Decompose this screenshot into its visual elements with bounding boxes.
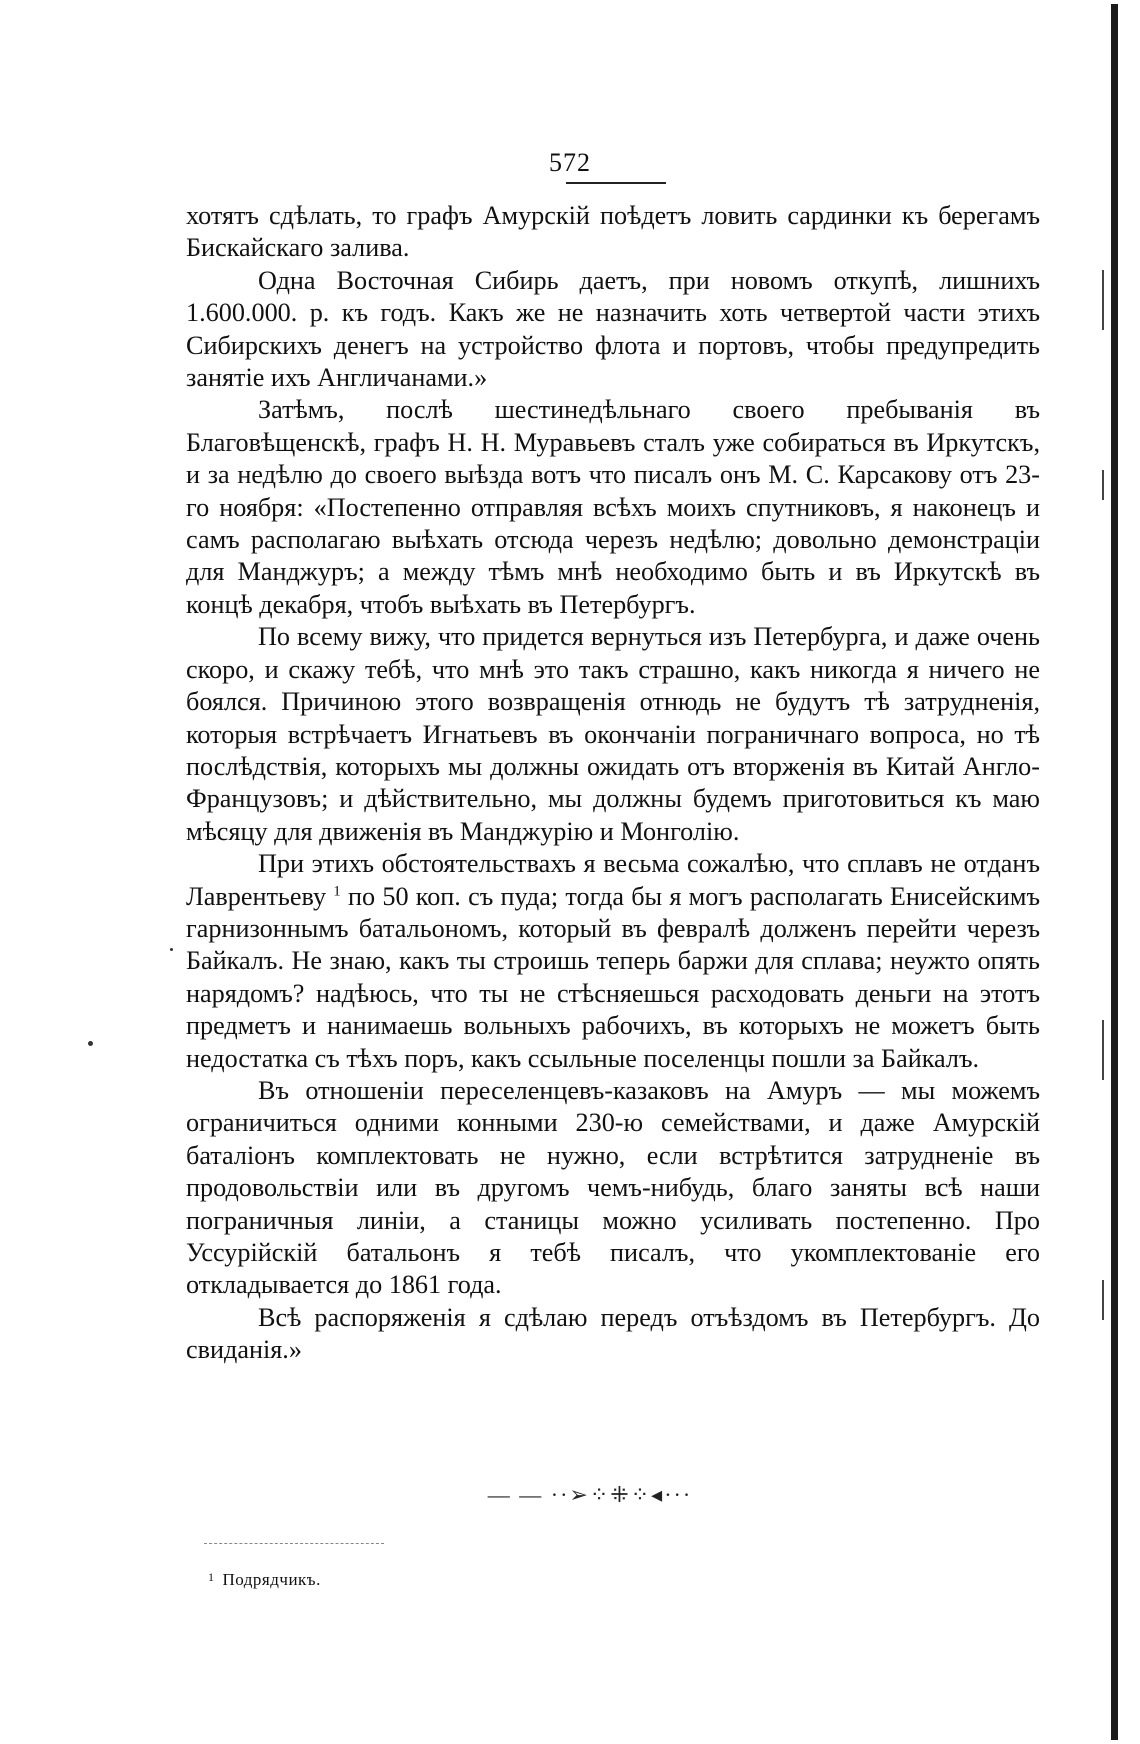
paragraph-5 (186, 848, 1040, 1075)
footnote (208, 1570, 321, 1590)
footnote-reference: 1 (333, 882, 341, 899)
page-number: 572 (549, 148, 591, 177)
page-edge-mark (1102, 270, 1104, 330)
footnote-text: Подрядчикъ. (222, 1570, 321, 1589)
page-number-rule (566, 182, 666, 184)
paragraph-5-part-b: по 50 коп. съ пуда; тогда бы я могъ располагать Енисейскимъ гарнизоннымъ батальономъ, который въ февралѣ долженъ перейти черезъ Байкалъ. Не знаю, какъ ты строишь теперь баржи для сплава; неужто опять нарядомъ? надѣюсь, что ты не стѣсняешься расходовать деньги на этотъ предметъ и нанимаешь вольныхъ рабочихъ, въ которыхъ не можетъ быть недостатка съ тѣхъ поръ, какъ ссыльные поселенцы пошли за Байкалъ. (186, 881, 1040, 1073)
scan-speck (88, 1041, 93, 1046)
page-edge-mark (1102, 470, 1104, 500)
paragraph-2: Одна Восточная Сибирь даетъ, при новомъ откупѣ, лишнихъ 1.600.000. р. къ годъ. Какъ же не назначить хоть четвертой части этихъ Сибирскихъ денегъ на устройство флота и портовъ, чтобы предупредить занятіе ихъ Англичанами.» (186, 265, 1040, 393)
paragraph-6: Въ отношеніи переселенцевъ-казаковъ на Амуръ — мы можемъ ограничиться одними конными 230-ю семействами, и даже Амурскій баталіонъ комплектовать не нужно, если встрѣтится затрудненіе въ продовольствіи или въ другомъ чемъ-нибудь, благо заняты всѣ наши пограничныя линіи, а станицы можно усиливать постепенно. Про Уссурійскій батальонъ я тебѣ писалъ, что укомплектованіе его откладывается до 1861 года. (186, 1075, 1040, 1300)
body-text (186, 200, 1040, 1367)
section-end-ornament: — — ··➢⁘⁜⁘◂··· (487, 1482, 693, 1507)
paragraph-1: хотятъ сдѣлать, то графъ Амурскій поѣдетъ ловить сардинки къ берегамъ Бискайскаго залива. (186, 201, 1040, 263)
paragraph-7: Всѣ распоряженія я сдѣлаю передъ отъѣздомъ въ Петербургъ. До свиданія.» (186, 1302, 1040, 1365)
paragraph-5-part-a: При этихъ обстоятельствахъ я весьма сожалѣю, что сплавъ не отданъ Лаврентьеву (186, 849, 1040, 911)
footnote-mark: 1 (208, 1570, 215, 1584)
page-edge-mark (1102, 1020, 1104, 1080)
paragraph-4: По всему вижу, что придется вернуться изъ Петербурга, и даже очень скоро, и скажу тебѣ, что мнѣ это такъ страшно, какъ никогда я ничего не боялся. Причиною этого возвращенія отнюдь не будутъ тѣ затрудненія, которыя встрѣчаетъ Игнатьевъ въ окончаніи пограничнаго вопроса, но тѣ послѣдствія, которыхъ мы должны ожидать отъ вторженія въ Китай Англо-Французовъ; и дѣйствительно, мы должны будемъ приготовиться къ маю мѣсяцу для движенія въ Манджурію и Монголію. (186, 622, 1040, 846)
scan-speck (170, 948, 173, 951)
footnote-separator (204, 1543, 384, 1544)
page-edge-mark (1102, 1280, 1104, 1320)
page-edge-scan-shadow (1111, 4, 1118, 1740)
paragraph-3: Затѣмъ, послѣ шестинедѣльнаго своего пребыванія въ Благовѣщенскѣ, графъ Н. Н. Муравьевъ сталъ уже собираться въ Иркутскъ, и за недѣлю до своего выѣзда вотъ что писалъ онъ М. С. Карсакову отъ 23-го ноября: «Постепенно отправляя всѣхъ моихъ спутниковъ, я наконецъ и самъ располагаю выѣхать отсюда черезъ недѣлю; довольно демонстраціи для Манджуръ; а между тѣмъ мнѣ необходимо быть и въ Иркутскѣ въ концѣ декабря, чтобъ выѣхать въ Петербургъ. (186, 395, 1040, 619)
